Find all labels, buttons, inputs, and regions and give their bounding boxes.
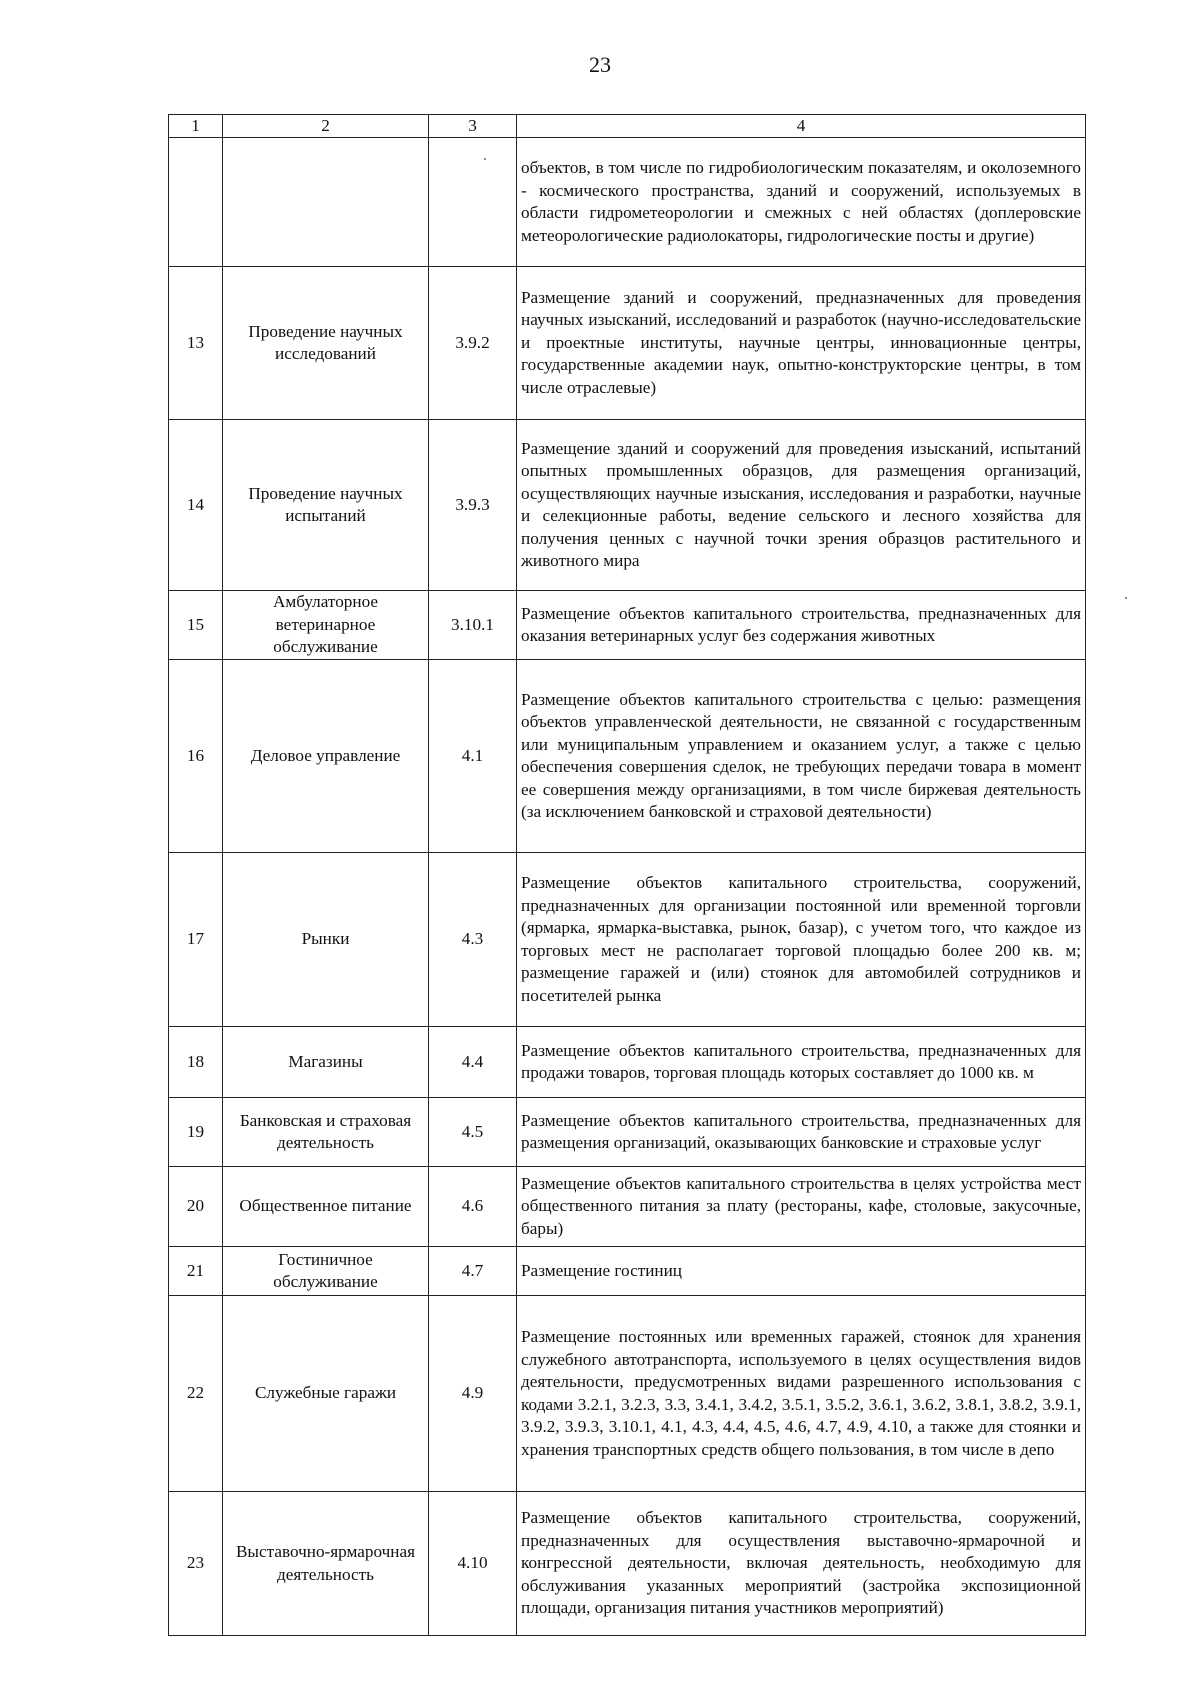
row-code: 3.9.2 (429, 267, 517, 420)
row-name: Рынки (223, 853, 429, 1027)
row-code: 3.10.1 (429, 591, 517, 660)
row-name: Банковская и страховая деятельность (223, 1098, 429, 1167)
row-name: Проведение научных исследований (223, 267, 429, 420)
row-name: Деловое управление (223, 660, 429, 853)
table-row (169, 1492, 1086, 1636)
row-number: 21 (169, 1247, 223, 1296)
row-description: Размещение объектов капитального строительства, предназначенных для оказания ветеринарных услуг без содержания животных (517, 591, 1086, 660)
table-row (169, 1167, 1086, 1247)
table-row (169, 1098, 1086, 1167)
row-number (169, 138, 223, 267)
column-header-4: 4 (517, 115, 1086, 138)
table-row (169, 267, 1086, 420)
row-number: 14 (169, 420, 223, 591)
row-code (429, 138, 517, 267)
column-header-1: 1 (169, 115, 223, 138)
row-code: 4.1 (429, 660, 517, 853)
row-description: объектов, в том числе по гидробиологическим показателям, и околоземного - космического пространства, зданий и сооружений, используемых в области гидрометеорологии и смежных с ней областях (доплеровские метеорологические радиолокаторы, гидрологические посты и другие) (517, 138, 1086, 267)
row-number: 16 (169, 660, 223, 853)
table-row (169, 660, 1086, 853)
row-name: Проведение научных испытаний (223, 420, 429, 591)
row-description: Размещение объектов капитального строительства, предназначенных для продажи товаров, торговая площадь которых составляет до 1000 кв. м (517, 1027, 1086, 1098)
row-number: 19 (169, 1098, 223, 1167)
row-number: 22 (169, 1296, 223, 1492)
row-name: Магазины (223, 1027, 429, 1098)
row-code: 4.3 (429, 853, 517, 1027)
row-description: Размещение постоянных или временных гаражей, стоянок для хранения служебного автотранспорта, используемого в целях осуществления видов деятельности, предусмотренных видами разрешенного использования с кодами 3.2.1, 3.2.3, 3.3, 3.4.1, 3.4.2, 3.5.1, 3.5.2, 3.6.1, 3.6.2, 3.8.1, 3.8.2, 3.9.1, 3.9.2, 3.9.3, 3.10.1, 4.1, 4.3, 4.4, 4.5, 4.6, 4.7, 4.9, 4.10, а также для стоянки и хранения транспортных средств общего пользования, в том числе в депо (517, 1296, 1086, 1492)
row-description: Размещение объектов капитального строительства, сооружений, предназначенных для осуществления выставочно-ярмарочной и конгрессной деятельности, включая деятельность, необходимую для обслуживания указанных мероприятий (застройка экспозиционной площади, организация питания участников мероприятий) (517, 1492, 1086, 1636)
row-name: Амбулаторное ветеринарное обслуживание (223, 591, 429, 660)
row-code: 4.4 (429, 1027, 517, 1098)
column-header-3: 3 (429, 115, 517, 138)
row-name: Гостиничное обслуживание (223, 1247, 429, 1296)
row-number: 23 (169, 1492, 223, 1636)
row-description: Размещение объектов капитального строительства с целью: размещения объектов управленческой деятельности, не связанной с государственным или муниципальным управлением и оказанием услуг, а также с целью обеспечения совершения сделок, не требующих передачи товара в момент ее совершения между организациями, в том числе биржевая деятельность (за исключением банковской и страховой деятельности) (517, 660, 1086, 853)
row-description: Размещение объектов капитального строительства в целях устройства мест общественного питания за плату (рестораны, кафе, столовые, закусочные, бары) (517, 1167, 1086, 1247)
row-code: 4.5 (429, 1098, 517, 1167)
row-name: Служебные гаражи (223, 1296, 429, 1492)
row-description: Размещение объектов капитального строительства, сооружений, предназначенных для организации постоянной или временной торговли (ярмарка, ярмарка-выставка, рынок, базар), с учетом того, что каждое из торговых мест не располагает торговой площадью более 200 кв. м; размещение гаражей и (или) стоянок для автомобилей сотрудников и посетителей рынка (517, 853, 1086, 1027)
row-name: Общественное питание (223, 1167, 429, 1247)
row-description: Размещение зданий и сооружений для проведения изысканий, испытаний опытных промышленных образцов, для размещения организаций, осуществляющих научные изыскания, исследования и разработки, научные и селекционные работы, ведение сельского и лесного хозяйства для получения ценных с научной точки зрения образцов растительного и животного мира (517, 420, 1086, 591)
row-name (223, 138, 429, 267)
table-row (169, 138, 1086, 267)
table-row (169, 853, 1086, 1027)
row-name: Выставочно-ярмарочная деятельность (223, 1492, 429, 1636)
row-description: Размещение гостиниц (517, 1247, 1086, 1296)
row-number: 15 (169, 591, 223, 660)
scan-speck (1125, 597, 1127, 599)
row-description: Размещение объектов капитального строительства, предназначенных для размещения организаций, оказывающих банковские и страховые услуг (517, 1098, 1086, 1167)
table-row (169, 420, 1086, 591)
row-description: Размещение зданий и сооружений, предназначенных для проведения научных изысканий, исследований и разработок (научно-исследовательские и проектные институты, научные центры, инновационные центры, государственные академии наук, опытно-конструкторские центры, в том числе отраслевые) (517, 267, 1086, 420)
row-code: 3.9.3 (429, 420, 517, 591)
table-row (169, 1027, 1086, 1098)
land-use-table (168, 114, 1086, 1636)
column-header-2: 2 (223, 115, 429, 138)
row-number: 13 (169, 267, 223, 420)
row-code: 4.9 (429, 1296, 517, 1492)
table-row (169, 591, 1086, 660)
row-number: 17 (169, 853, 223, 1027)
table-header-row (169, 115, 1086, 138)
table-row (169, 1296, 1086, 1492)
row-code: 4.6 (429, 1167, 517, 1247)
row-number: 20 (169, 1167, 223, 1247)
row-code: 4.10 (429, 1492, 517, 1636)
row-code: 4.7 (429, 1247, 517, 1296)
row-number: 18 (169, 1027, 223, 1098)
table-row (169, 1247, 1086, 1296)
page-number: 23 (589, 52, 611, 77)
scan-speck (484, 158, 486, 160)
